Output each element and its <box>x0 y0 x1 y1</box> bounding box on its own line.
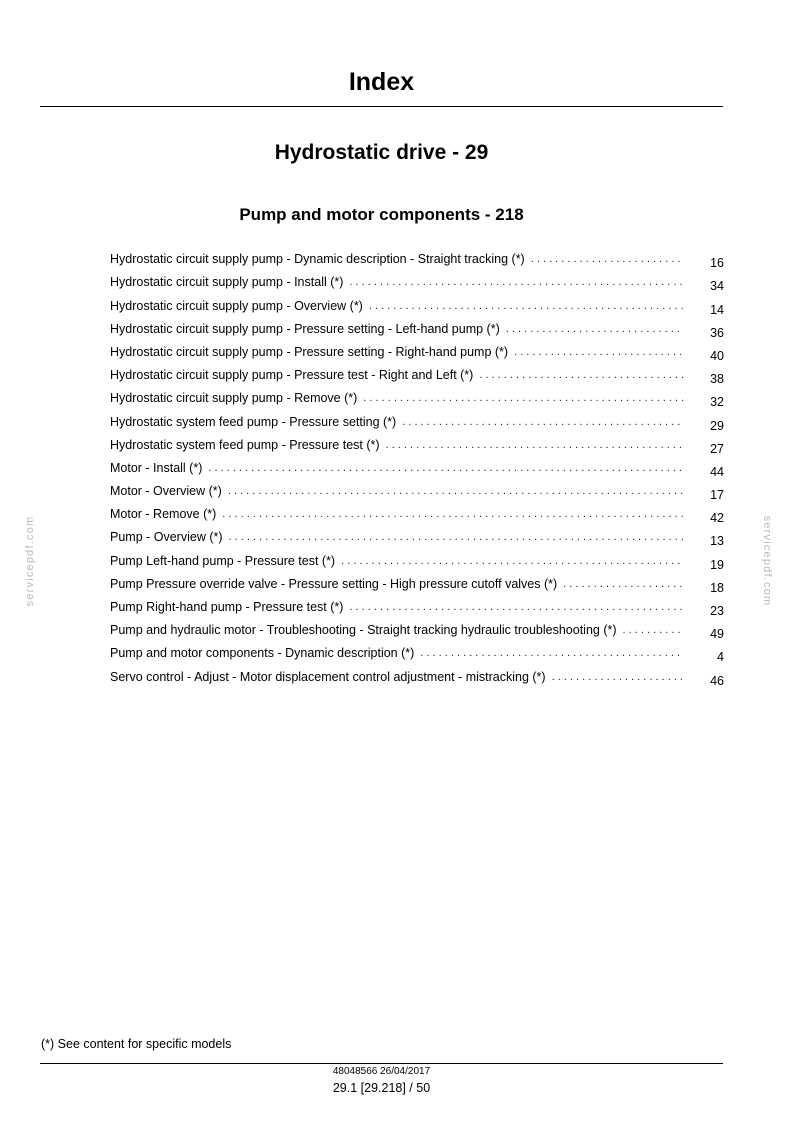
index-entry-label: Pump Right-hand pump - Pressure test (*) <box>110 600 344 614</box>
index-entry-label: Hydrostatic circuit supply pump - Dynamic description - Straight tracking (*) <box>110 252 525 267</box>
index-entry[interactable] <box>110 569 724 595</box>
index-entry-label: Hydrostatic system feed pump - Pressure setting (*) <box>110 414 397 429</box>
index-entry-list <box>110 244 724 688</box>
dot-leader <box>563 576 684 592</box>
index-entry-page-number: 13 <box>710 534 724 549</box>
index-entry-page-number: 32 <box>710 395 724 410</box>
index-entry-label: Motor - Overview (*) <box>110 484 222 499</box>
index-entry[interactable] <box>110 406 724 433</box>
index-entry[interactable] <box>110 383 724 410</box>
index-entry-page-number: 46 <box>710 673 724 688</box>
dot-leader <box>228 483 684 499</box>
index-entry-label: Hydrostatic circuit supply pump - Remove (*) <box>110 391 358 406</box>
index-entry-page-number: 23 <box>710 604 724 618</box>
index-entry[interactable] <box>110 615 724 642</box>
dot-leader <box>208 460 684 476</box>
dot-leader <box>506 321 684 337</box>
dot-leader <box>341 553 684 569</box>
index-entry-page-number: 29 <box>710 418 724 433</box>
index-entry-page-number: 42 <box>710 511 724 526</box>
dot-leader <box>531 251 684 267</box>
index-entry[interactable] <box>110 337 724 363</box>
index-entry[interactable] <box>110 522 724 549</box>
section-title: Hydrostatic drive - 29 <box>274 141 489 164</box>
index-entry-page-number: 16 <box>710 256 724 271</box>
watermark-left: servicepdf.com <box>24 515 36 607</box>
index-entry[interactable] <box>110 360 724 387</box>
dot-leader <box>229 529 684 545</box>
dot-leader <box>349 599 684 615</box>
index-entry[interactable] <box>110 430 724 456</box>
index-entry-label: Hydrostatic circuit supply pump - Pressure setting - Right-hand pump (*) <box>110 344 509 359</box>
index-entry-label: Servo control - Adjust - Motor displacement control adjustment - mistracking (*) <box>110 669 546 684</box>
index-entry-page-number: 40 <box>710 348 724 363</box>
index-entry-page-number: 34 <box>710 279 724 294</box>
dot-leader <box>552 669 684 685</box>
dot-leader <box>386 437 684 453</box>
index-entry[interactable] <box>110 244 724 271</box>
dot-leader <box>479 367 684 383</box>
index-entry-label: Hydrostatic circuit supply pump - Pressure setting - Left-hand pump (*) <box>110 321 500 336</box>
index-entry-page-number: 36 <box>710 325 724 340</box>
index-entry-label: Pump and hydraulic motor - Troubleshooting - Straight tracking hydraulic troubleshooting (*) <box>110 623 617 638</box>
document-id: 48048566 26/04/2017 <box>332 1066 431 1077</box>
dot-leader <box>369 298 684 314</box>
index-entry-page-number: 49 <box>710 627 724 642</box>
index-entry-page-number: 38 <box>710 372 724 387</box>
dot-leader <box>514 344 684 360</box>
index-entry[interactable] <box>110 476 724 503</box>
index-entry[interactable] <box>110 592 724 618</box>
footnote: (*) See content for specific models <box>41 1037 232 1051</box>
index-entry-page-number: 17 <box>710 488 724 503</box>
index-entry-page-number: 14 <box>710 302 724 317</box>
index-entry[interactable] <box>110 499 724 526</box>
index-entry[interactable] <box>110 290 724 317</box>
index-entry[interactable] <box>110 314 724 340</box>
index-entry-label: Motor - Remove (*) <box>110 507 217 522</box>
dot-leader <box>222 506 684 522</box>
index-entry[interactable] <box>110 638 724 665</box>
index-entry-page-number: 44 <box>710 464 724 479</box>
index-entry-label: Pump Left-hand pump - Pressure test (*) <box>110 553 336 568</box>
index-entry-label: Pump Pressure override valve - Pressure setting - High pressure cutoff valves (*) <box>110 576 558 591</box>
index-entry-page-number: 4 <box>717 650 724 665</box>
index-entry-label: Hydrostatic system feed pump - Pressure test (*) <box>110 437 380 452</box>
index-entry[interactable] <box>110 545 724 572</box>
dot-leader <box>623 622 684 638</box>
index-entry-label: Pump - Overview (*) <box>110 530 223 545</box>
header-divider <box>40 106 723 107</box>
dot-leader <box>402 414 684 430</box>
dot-leader <box>363 390 684 406</box>
subsection-title: Pump and motor components - 218 <box>239 205 524 224</box>
index-entry-label: Hydrostatic circuit supply pump - Install (*) <box>110 275 344 290</box>
index-entry[interactable] <box>110 661 724 688</box>
index-entry-page-number: 19 <box>710 557 724 572</box>
footer-divider <box>40 1063 723 1064</box>
dot-leader <box>420 645 684 661</box>
index-entry-label: Hydrostatic circuit supply pump - Pressure test - Right and Left (*) <box>110 368 474 383</box>
dot-leader <box>349 274 684 290</box>
watermark-right: servicepdf.com <box>761 515 773 607</box>
page-title: Index <box>348 68 415 96</box>
index-entry[interactable] <box>110 453 724 479</box>
index-entry-page-number: 18 <box>710 580 724 595</box>
index-entry-label: Hydrostatic circuit supply pump - Overview (*) <box>110 298 363 313</box>
index-entry-label: Pump and motor components - Dynamic description (*) <box>110 646 415 661</box>
index-entry[interactable] <box>110 267 724 294</box>
index-entry-page-number: 27 <box>710 441 724 456</box>
index-entry-label: Motor - Install (*) <box>110 460 203 475</box>
page-reference: 29.1 [29.218] / 50 <box>332 1081 431 1095</box>
